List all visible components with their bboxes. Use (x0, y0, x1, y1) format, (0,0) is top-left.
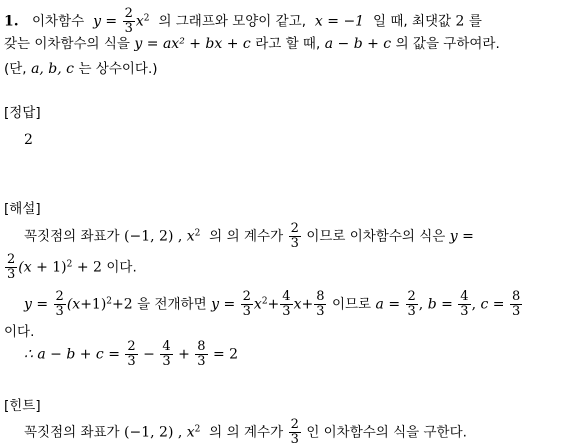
fraction-two-thirds: $\frac{2}{3}$ (290, 417, 299, 447)
solution-line-1: 꼭짓점의 좌표가 (−1, 2) , $x^2$ 의 의 계수가 $\frac{2}{3}$ 이므로 이차함수의 식은 y = (24, 221, 474, 251)
question-text: 이차함수 (31, 13, 85, 30)
solution-line-4: 이다. (4, 324, 35, 340)
question-line-3: (단, a, b, c 는 상수이다.) (4, 61, 158, 77)
hint-line: 꼭짓점의 좌표가 (−1, 2) , $x^2$ 의 의 계수가 $\frac{2}{3}$ 인 이차함수의 식을 구한다. (24, 417, 467, 447)
math-x-eq: x = −1 (314, 13, 365, 30)
question-line-1: 1. 이차함수 y = $\frac{2}{3}$ $x^2$ 의 그래프와 모양이 같고, x = −1 일 때, 최댓값 2 를 (4, 6, 482, 36)
solution-result-line: ∴ a − b + c = $\frac{2}{3}$ − $\frac{4}{3}$ + $\frac{8}{3}$ = 2 (24, 339, 239, 369)
solution-line-2: $\frac{2}{3}$ $(x + 1)^2 + 2$ 이다. (7, 252, 137, 282)
math-y-eq: y = (93, 13, 118, 30)
solution-header: [해설] (4, 201, 41, 217)
math-general-form: y = ax² + bx + c (134, 36, 251, 52)
answer-header: [정답] (4, 105, 41, 121)
fraction-two-thirds: $\frac{2}{3}$ (290, 221, 299, 251)
question-number: 1. (4, 13, 19, 30)
hint-header: [힌트] (4, 398, 41, 414)
question-line-2: 갖는 이차함수의 식을 y = ax² + bx + c 라고 할 때, a − b + c 의 값을 구하여라. (4, 36, 500, 52)
answer-value: 2 (24, 132, 33, 148)
math-expr: a − b + c (324, 36, 392, 52)
fraction-two-thirds: $\frac{2}{3}$ (124, 6, 133, 36)
solution-line-3: y = $\frac{2}{3}$ $(x+1)^2+2$ 을 전개하면 y = $\frac{2}{3}$ $x^2+$ $\frac{4}{3}$ x+ $\frac{8}{3}$ 이므로 a = $\frac{2}{3}$ , b = $\frac{4}{3}$ , c = $\frac{8}{3}$ (24, 289, 521, 319)
math-consts: a, b, c (31, 61, 75, 77)
